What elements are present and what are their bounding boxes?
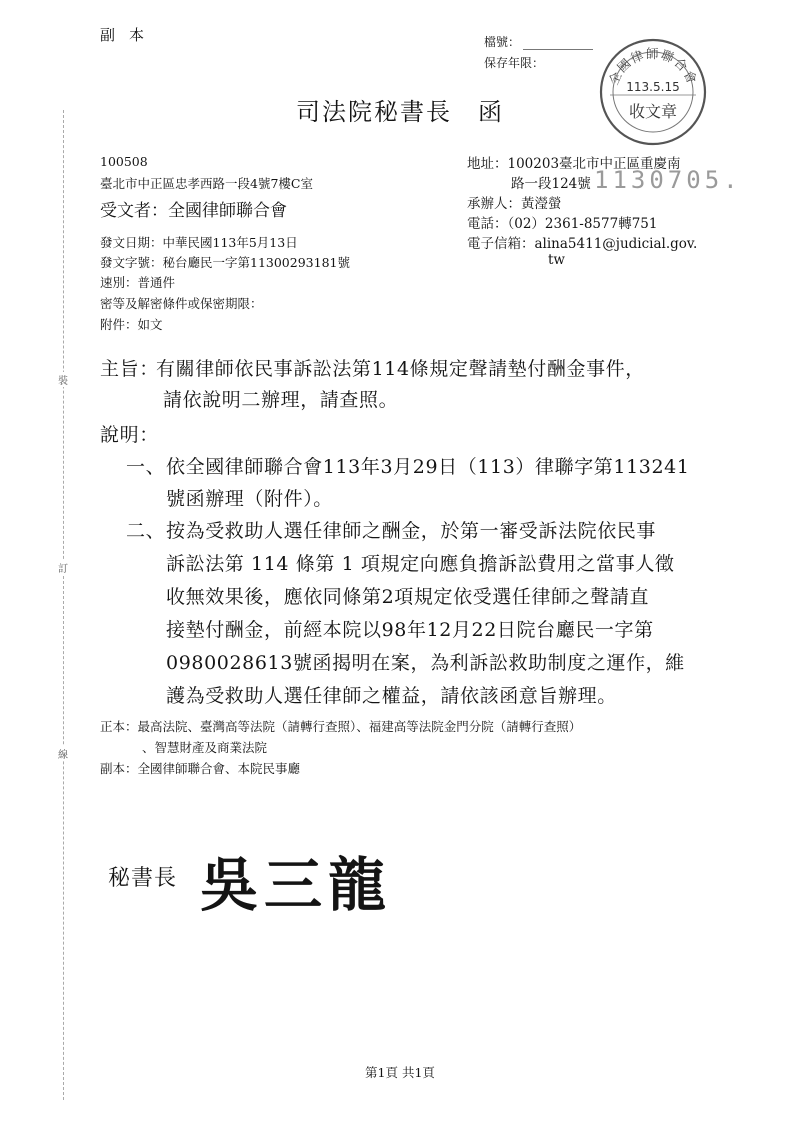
explanation-item-2-line-6: 護為受救助人選任律師之權益，請依該函意旨辦理。 [166,685,617,707]
recipient-zip: 100508 [100,154,148,169]
signature-name: 吳三龍 [200,851,393,919]
explanation-item-2-line-3: 收無效果後，應依同條第2項規定依受選任律師之聲請直 [166,586,650,608]
stamp-label: 收文章 [628,102,678,121]
secrecy-class: 密等及解密條件或保密期限： [100,296,263,311]
binding-mark-zhuang: 裝 [58,372,68,387]
issue-date: 發文日期：中華民國113年5月13日 [100,235,298,250]
subject-line-2: 請依說明二辦理，請查照。 [163,389,399,411]
stamp-date: 113.5.15 [626,80,680,94]
document-title [0,92,800,127]
stamp-org-text: 全國律師聯合會 [605,46,701,88]
explanation-item-2-marker: 二、 [126,520,166,542]
binding-mark-ding: 訂 [58,560,68,575]
explanation-item-1-line-1: 依全國律師聯合會113年3月29日（113）律聯字第113241 [166,456,690,478]
explanation-item-1-line-2: 號函辦理（附件）。 [166,488,333,510]
recipient-line: 受文者：全國律師聯合會 [100,201,287,221]
copy-mark: 副本 [100,26,159,44]
email-line-1: 電子信箱：alina5411@judicial.gov. [467,236,698,252]
page-number: 第1頁 共1頁 [365,1065,435,1080]
explanation-item-2-line-4: 接墊付酬金，前經本院以98年12月22日院台廳民一字第 [166,619,654,641]
binding-mark-xian: 線 [58,746,68,761]
handler: 承辦人：黃瀅螢 [467,196,562,212]
distribution-main-line-2: 、智慧財產及商業法院 [142,740,268,755]
explanation-item-2-line-5: 0980028613號函揭明在案，為利訴訟救助制度之運作，維 [166,652,685,674]
subject-line-1: 有關律師依民事訴訟法第114條規定聲請墊付酬金事件， [156,358,645,380]
subject-label: 主旨： [100,358,159,380]
binding-line [63,110,64,1100]
explanation-label: 說明： [100,424,159,446]
explanation-item-2-line-2: 訴訟法第 114 條第 1 項規定向應負擔訴訟費用之當事人徵 [166,553,675,575]
file-number-line [523,37,593,50]
file-number-row [484,33,593,50]
speed-class: 速別：普通件 [100,275,176,290]
explanation-item-1-marker: 一、 [126,456,166,478]
explanation-item-2-line-1: 按為受救助人選任律師之酬金，於第一審受訴法院依民事 [166,520,657,542]
recipient-address: 臺北市中正區忠孝西路一段4號7樓C室 [100,176,313,191]
retention-row [484,54,544,71]
receipt-number: 1130705. [594,166,742,194]
distribution-copy-line: 副本：全國律師聯合會、本院民事廳 [100,761,301,776]
distribution-main-line-1: 正本：最高法院、臺灣高等法院（請轉行查照）、福建高等法院金門分院（請轉行查照） [100,719,582,734]
sender-address-line-1: 地址：100203臺北市中正區重慶南 [467,156,681,172]
attachment: 附件：如文 [100,317,163,332]
retention-label: 保存年限： [484,56,545,70]
phone: 電話：（02）2361-8577轉751 [467,216,658,232]
email-line-2: tw [548,252,565,268]
issuer-name: 司法院秘書長 [296,98,452,126]
sender-address-line-2: 路一段124號 [511,176,591,192]
file-number-label: 檔號： [484,35,521,49]
document-type: 函 [478,98,504,126]
signature-title: 秘書長 [108,866,178,891]
issue-number: 發文字號：秘台廳民一字第11300293181號 [100,255,350,270]
